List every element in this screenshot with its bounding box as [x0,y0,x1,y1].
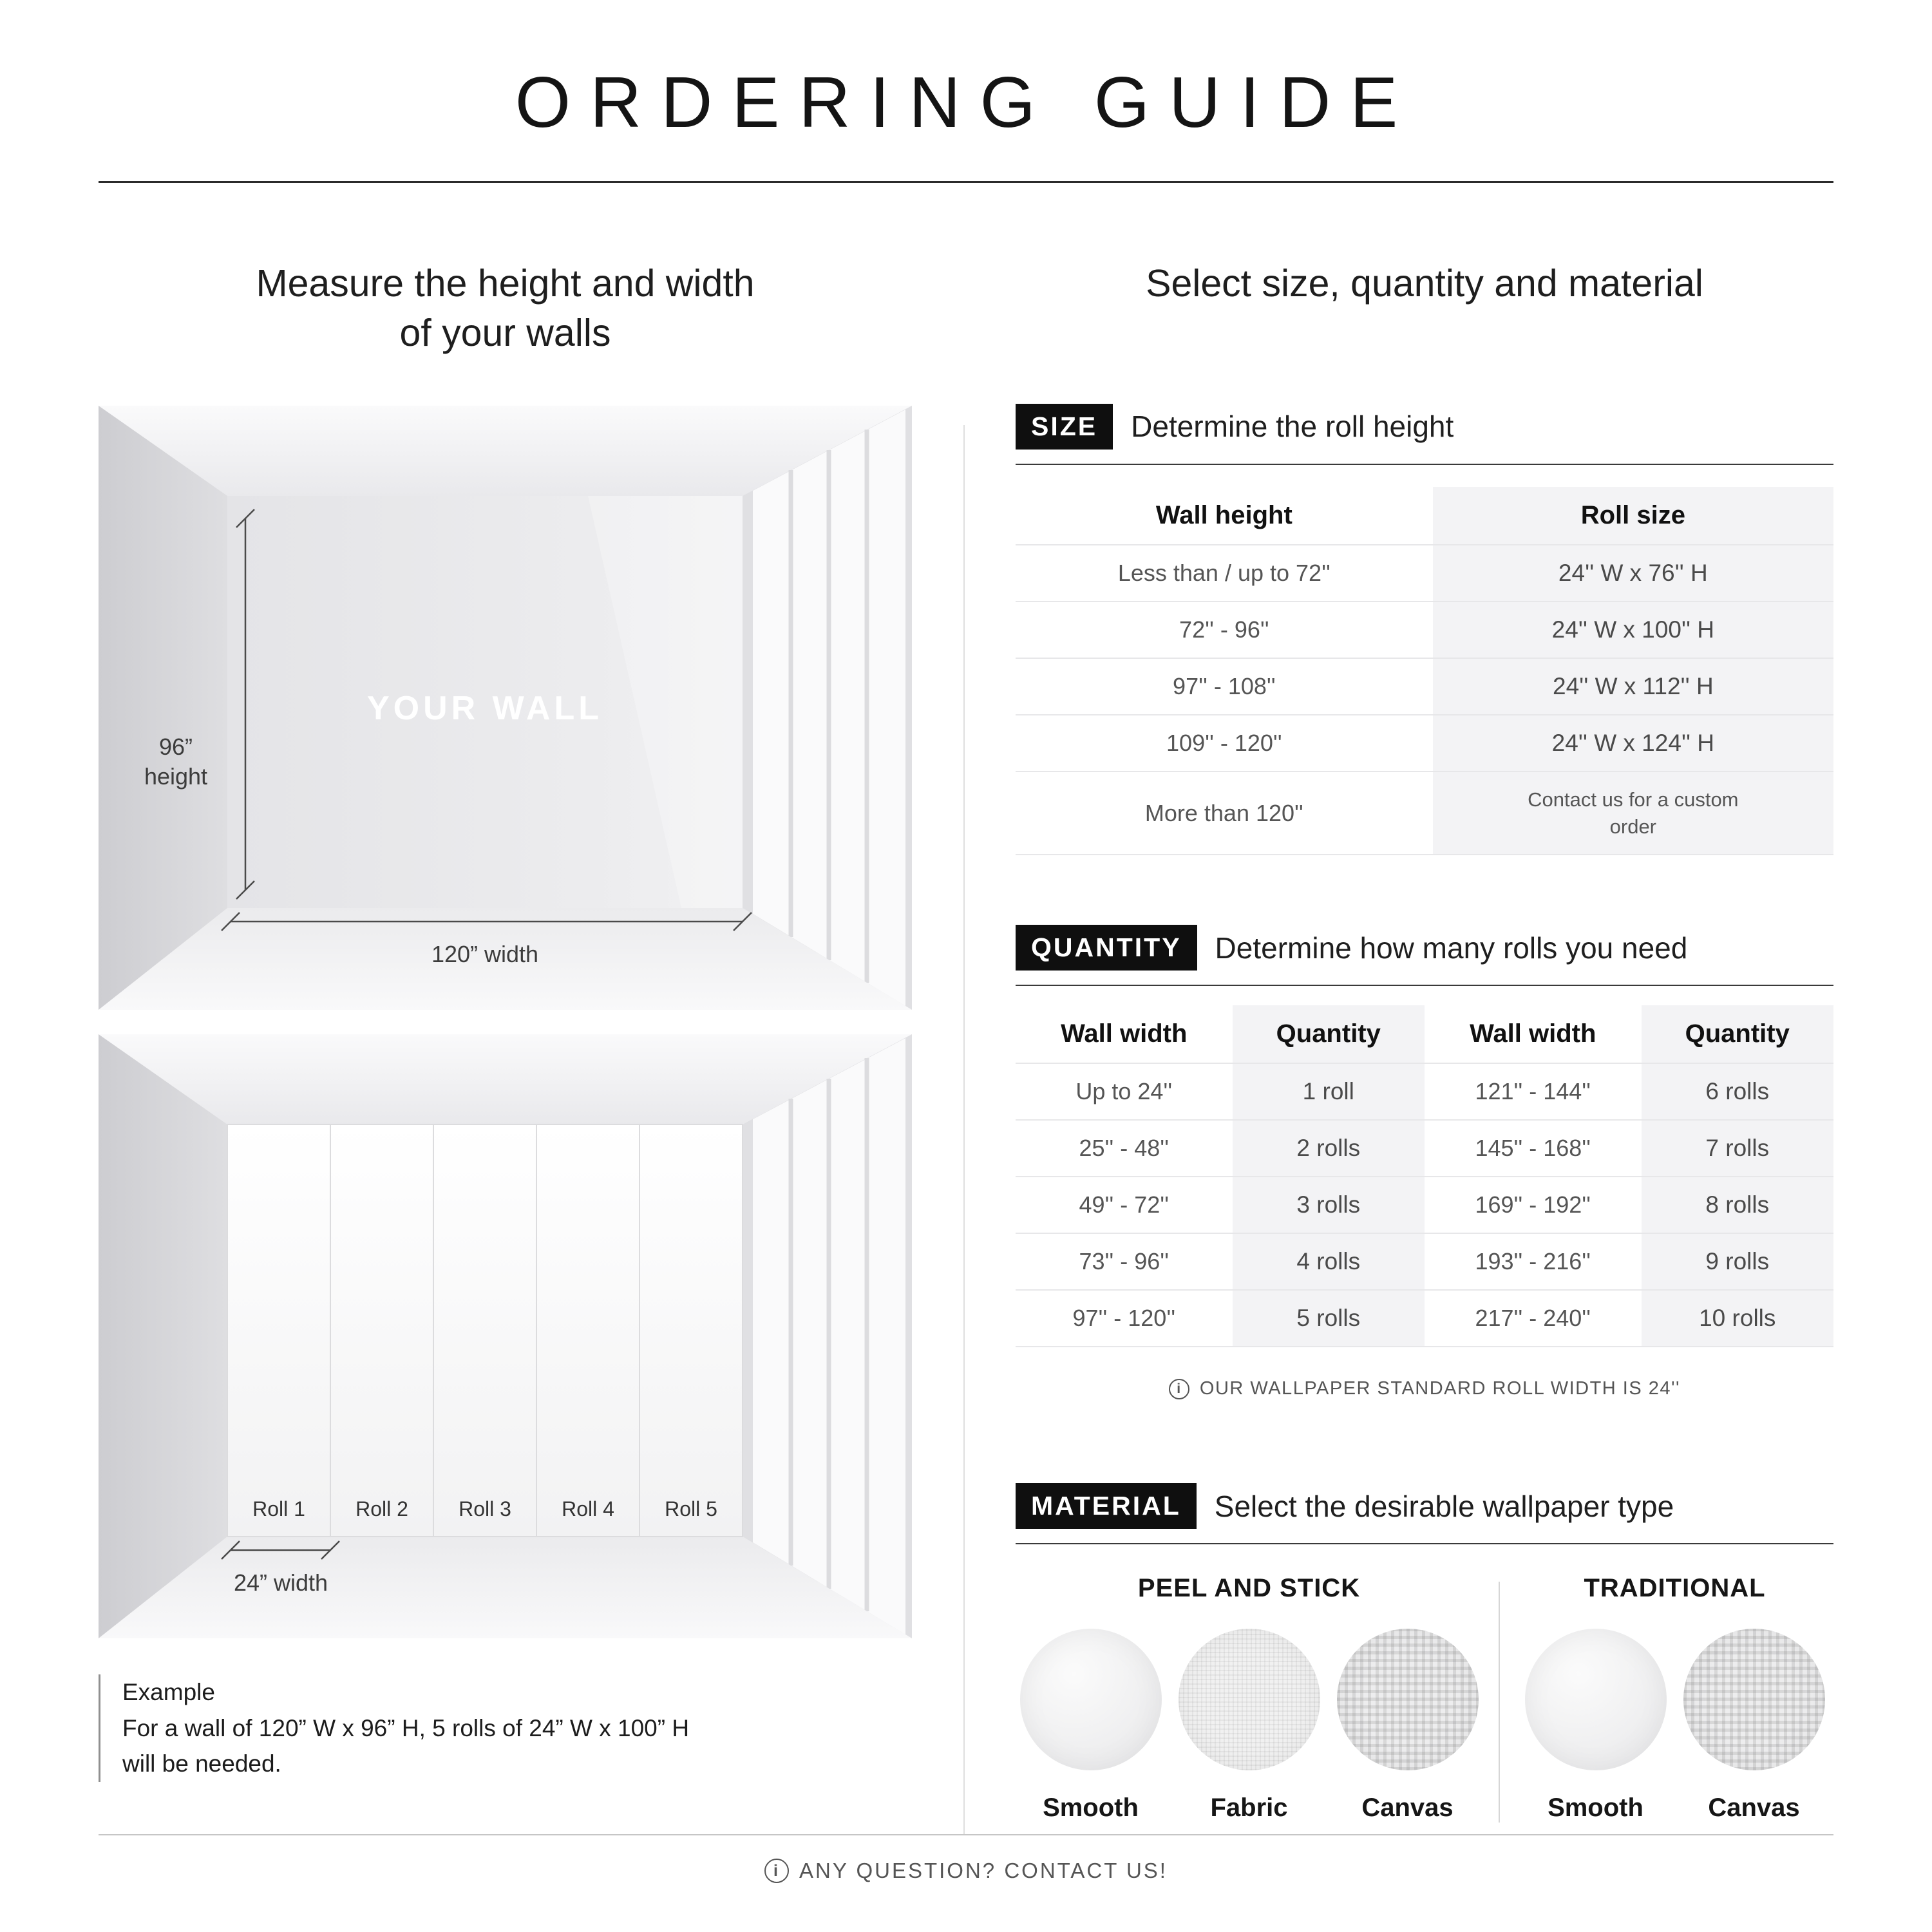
quantity-cell: 8 rolls [1642,1177,1833,1233]
material-group-divider [1499,1582,1500,1823]
size-table-row [1016,772,1833,856]
quantity-table-row [1016,1177,1833,1234]
room-measure-illustration [99,406,912,1010]
page-title: ORDERING GUIDE [515,62,1417,142]
select-column [1016,183,1833,1823]
measure-heading-line1: Measure the height and width [256,262,755,305]
roll-width-note [1016,1378,1833,1399]
traditional-title: TRADITIONAL [1584,1574,1766,1603]
size-section-header [1016,404,1833,465]
size-table-row [1016,545,1833,602]
wall-width-cell: Up to 24'' [1075,1078,1173,1105]
wallpaper-rolls [227,1124,743,1537]
column-header: Quantity [1642,1005,1833,1063]
wall-width-cell: 217'' - 240'' [1475,1305,1591,1332]
roll-size-cell: 24'' W x 124'' H [1433,715,1833,771]
wall-width-cell: 25'' - 48'' [1079,1135,1170,1162]
roll-label: Roll 4 [562,1497,614,1521]
select-heading: Select size, quantity and material [1146,262,1703,305]
smooth-texture-sample [1525,1629,1667,1770]
quantity-cell: 5 rolls [1233,1291,1425,1346]
height-word-label: height [144,763,208,790]
column-header: Roll size [1433,487,1833,544]
swatch-label: Canvas [1361,1794,1454,1823]
column-header: Wall width [1470,1019,1596,1048]
swatch-fabric [1179,1629,1320,1823]
quantity-cell: 2 rolls [1233,1121,1425,1176]
example-line1: For a wall of 120” W x 96” H, 5 rolls of 24” W x 100” H [122,1714,690,1741]
width-label: 120” width [431,941,539,968]
column-header: Wall width [1061,1019,1188,1048]
traditional-group [1516,1574,1833,1823]
peel-and-stick-title: PEEL AND STICK [1137,1574,1361,1603]
measure-column [99,183,912,1823]
material-section [1016,1483,1833,1823]
traditional-swatches [1516,1629,1833,1823]
quantity-section-header [1016,925,1833,986]
wall-width-cell: 145'' - 168'' [1475,1135,1591,1162]
height-value-label: 96” [158,734,193,761]
quantity-subtitle: Determine how many rolls you need [1215,931,1688,965]
roll-width-note-text: OUR WALLPAPER STANDARD ROLL WIDTH IS 24'' [1199,1378,1681,1399]
peel-and-stick-group [1016,1574,1482,1823]
roll-size-cell: Contact us for a custom order [1433,772,1833,855]
size-section [1016,404,1833,856]
example-line2: will be needed. [122,1750,281,1777]
quantity-table-row [1016,1064,1833,1121]
wall-width-cell: 97'' - 120'' [1072,1305,1176,1332]
wall-height-cell: 97'' - 108'' [1173,672,1276,699]
size-table [1016,487,1833,856]
swatch-label: Fabric [1210,1794,1288,1823]
roll-panel [639,1124,743,1537]
quantity-table [1016,1005,1833,1347]
size-table-row [1016,659,1833,715]
roll-label: Roll 3 [459,1497,511,1521]
quantity-cell: 9 rolls [1642,1234,1833,1289]
roll-panel [536,1124,639,1537]
quantity-cell: 7 rolls [1642,1121,1833,1176]
column-header: Quantity [1233,1005,1425,1063]
size-table-row [1016,715,1833,772]
fabric-texture-sample [1179,1629,1320,1770]
quantity-badge: QUANTITY [1016,925,1197,971]
footer [99,1834,1833,1883]
swatch-label: Canvas [1708,1794,1800,1823]
roll-panel [330,1124,433,1537]
roll-label: Roll 2 [355,1497,408,1521]
size-table-row [1016,602,1833,659]
roll-panel [433,1124,536,1537]
column-header: Wall height [1155,500,1293,529]
size-badge: SIZE [1016,404,1113,450]
footer-note [99,1859,1833,1883]
swatch-label: Smooth [1548,1794,1643,1823]
roll-width-label: 24” width [233,1569,328,1596]
wall-height-cell: More than 120'' [1144,799,1303,826]
wall-width-cell: 73'' - 96'' [1079,1248,1170,1275]
size-subtitle: Determine the roll height [1131,410,1454,444]
wall-height-cell: 72'' - 96'' [1179,616,1269,643]
material-section-header [1016,1483,1833,1544]
room-measure-svg [99,406,912,1010]
quantity-table-row [1016,1234,1833,1291]
material-groups [1016,1574,1833,1823]
peel-and-stick-swatches [1016,1629,1482,1823]
quantity-table-row [1016,1291,1833,1347]
footer-divider [99,1834,1833,1835]
swatch-smooth [1020,1629,1162,1823]
column-divider [963,425,965,1834]
material-badge: MATERIAL [1016,1483,1197,1529]
roll-size-cell: 24'' W x 112'' H [1433,659,1833,714]
room-rolls-illustration [99,1034,912,1638]
roll-size-cell: 24'' W x 76'' H [1433,545,1833,601]
example-title: Example [122,1679,215,1706]
room-rolls-svg [99,1034,912,1638]
smooth-texture-sample [1020,1629,1162,1770]
wall-width-cell: 121'' - 144'' [1475,1078,1591,1105]
quantity-section [1016,925,1833,1399]
content-columns [0,183,1932,1823]
quantity-cell: 1 roll [1233,1064,1425,1119]
quantity-table-header-row [1016,1005,1833,1064]
left-wall [99,406,227,1010]
info-icon: i [1169,1379,1189,1399]
info-icon: i [764,1859,789,1883]
swatch-canvas [1337,1629,1479,1823]
wall-width-cell: 49'' - 72'' [1079,1191,1170,1218]
size-table-header-row [1016,487,1833,545]
measure-heading [99,259,912,357]
quantity-cell: 10 rolls [1642,1291,1833,1346]
wall-width-cell: 169'' - 192'' [1475,1191,1591,1218]
canvas-texture-sample [1683,1629,1825,1770]
wall-height-cell: 109'' - 120'' [1166,729,1282,756]
material-subtitle: Select the desirable wallpaper type [1214,1489,1674,1523]
swatch-label: Smooth [1043,1794,1139,1823]
quantity-cell: 4 rolls [1233,1234,1425,1289]
footer-label: ANY QUESTION? CONTACT US! [799,1859,1168,1882]
wall-width-cell: 193'' - 216'' [1475,1248,1591,1275]
quantity-cell: 6 rolls [1642,1064,1833,1119]
quantity-table-row [1016,1121,1833,1177]
swatch-smooth [1525,1629,1667,1823]
roll-size-cell: 24'' W x 100'' H [1433,602,1833,658]
wall-height-cell: Less than / up to 72'' [1117,559,1331,586]
canvas-texture-sample [1337,1629,1479,1770]
quantity-cell: 3 rolls [1233,1177,1425,1233]
roll-label: Roll 5 [665,1497,717,1521]
your-wall-label: YOUR WALL [367,690,603,728]
measure-heading-line2: of your walls [399,311,611,354]
roll-label: Roll 1 [252,1497,305,1521]
swatch-canvas [1683,1629,1825,1823]
left-wall [99,1034,227,1638]
roll-panel [227,1124,330,1537]
example-note [99,1674,912,1782]
